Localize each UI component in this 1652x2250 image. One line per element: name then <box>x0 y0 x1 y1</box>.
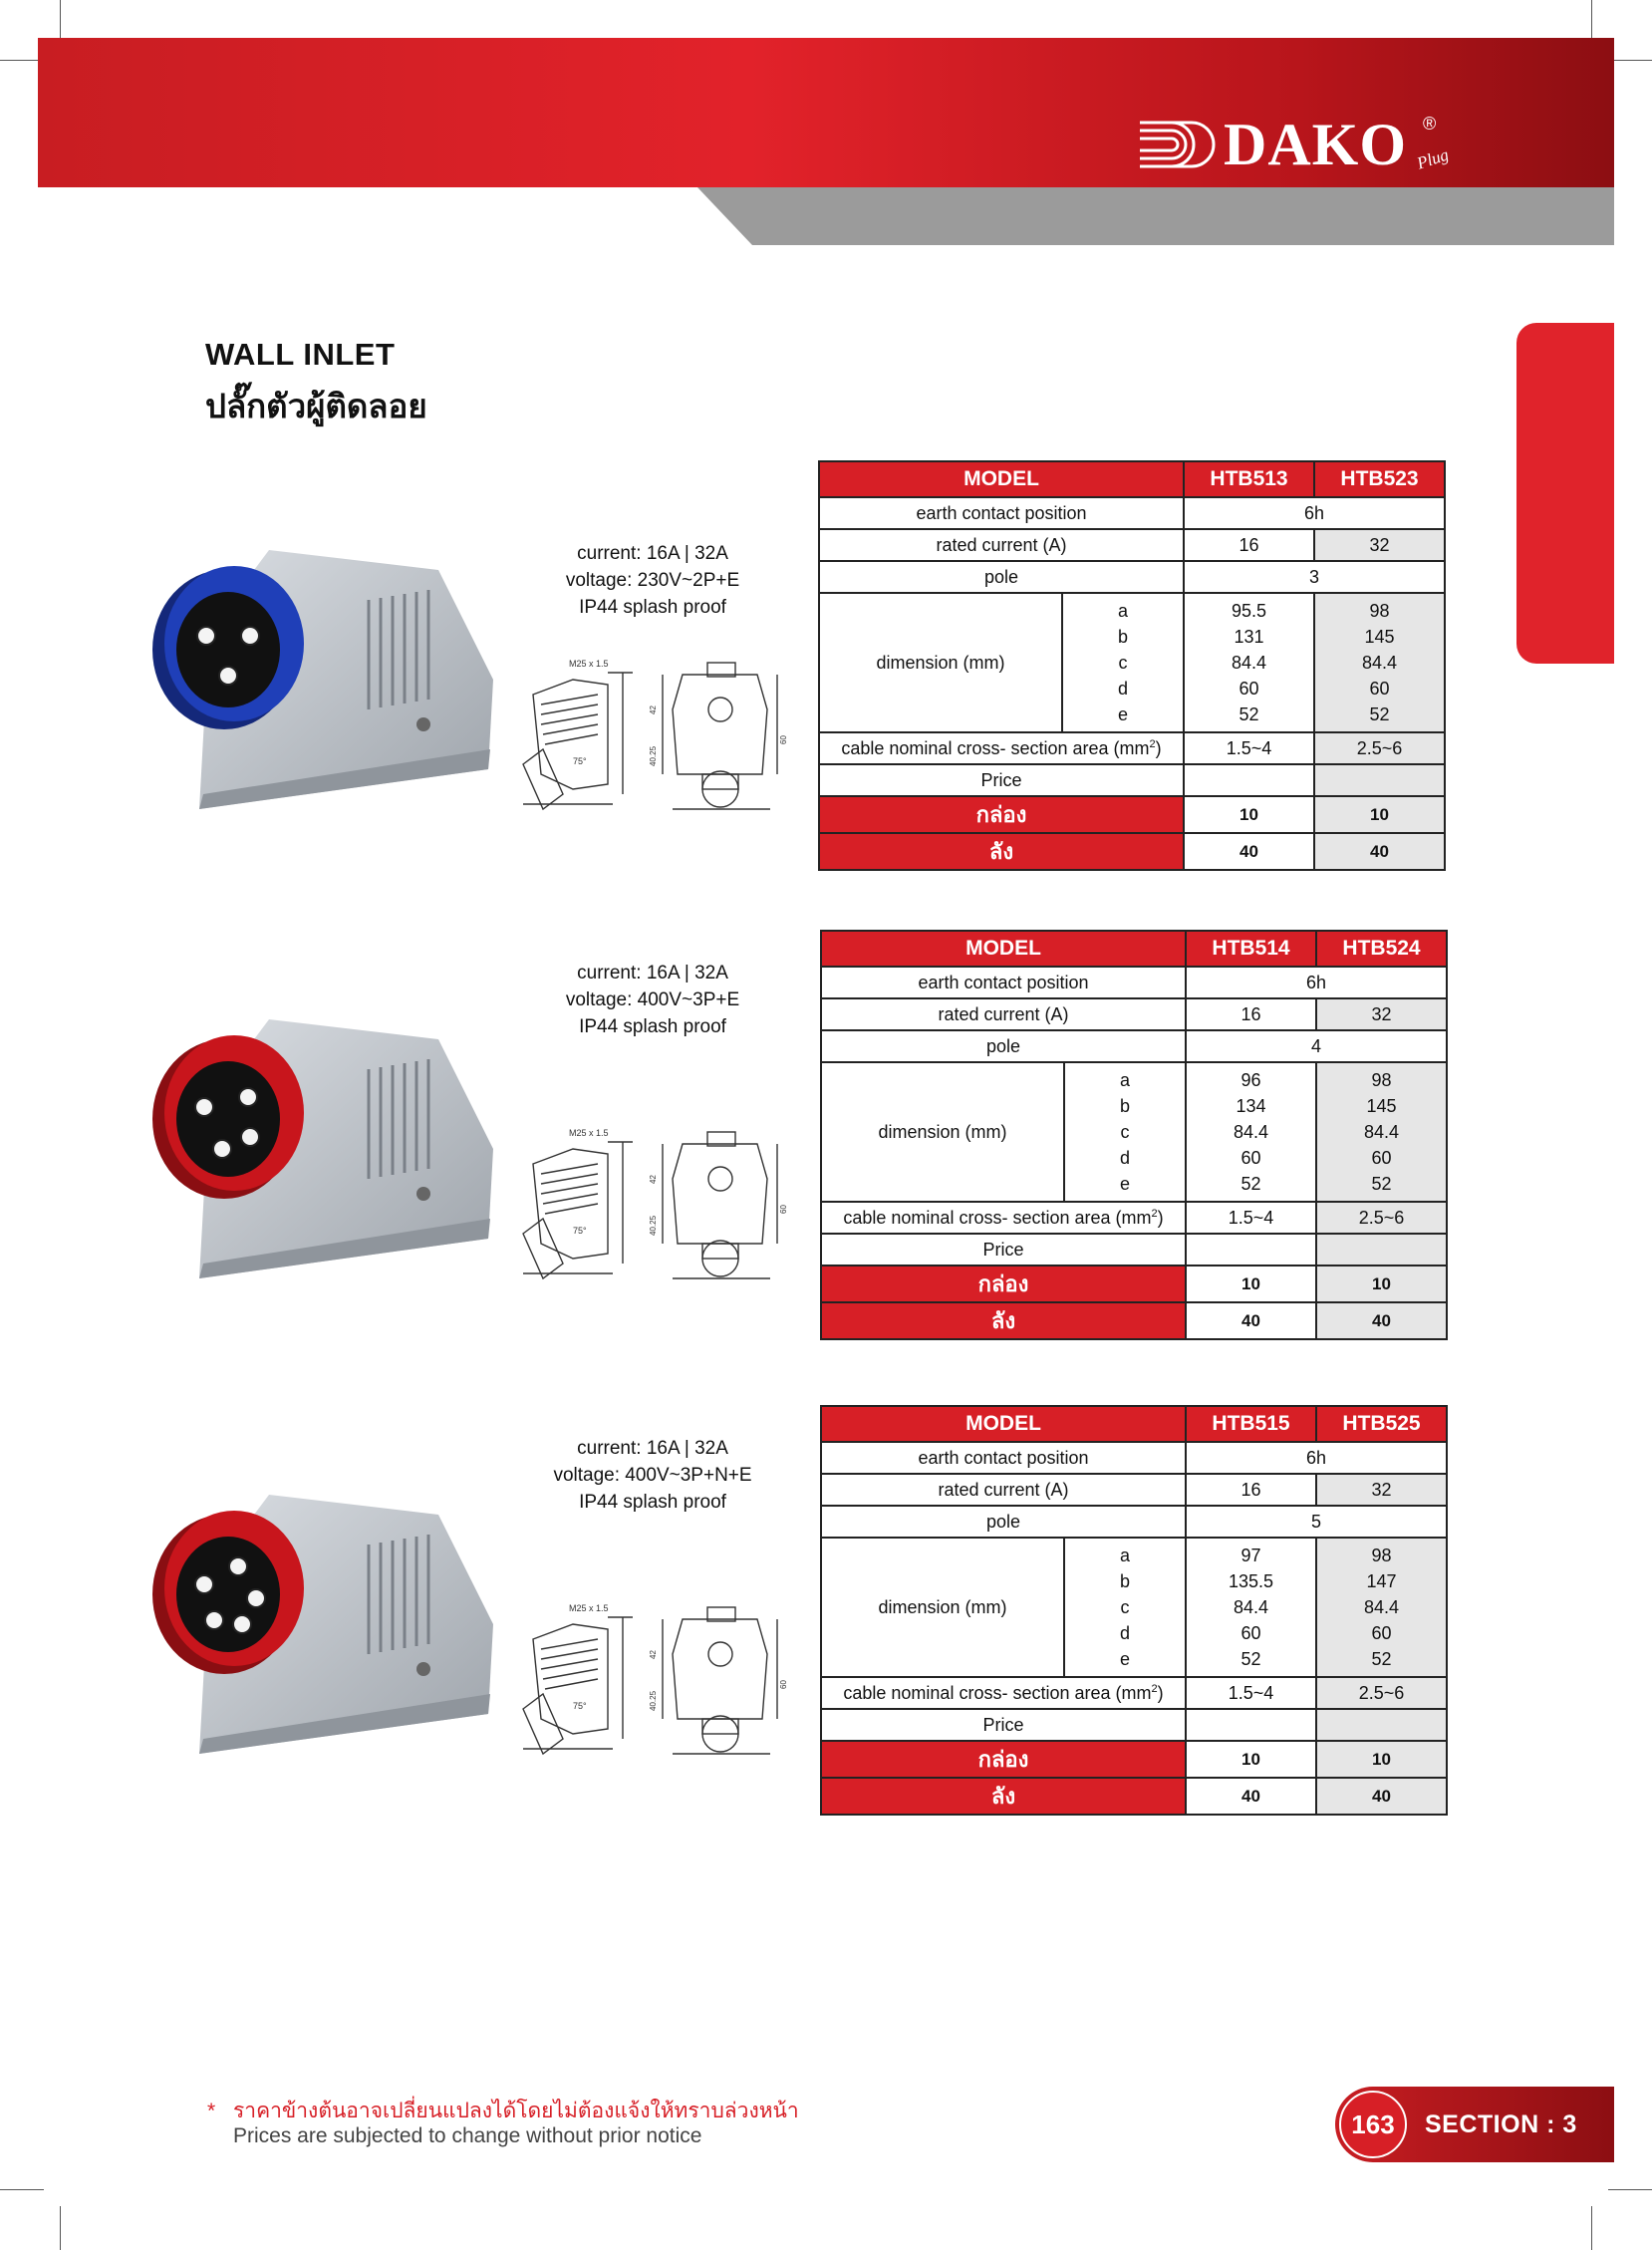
price-value <box>1186 1234 1316 1266</box>
row-label: earth contact position <box>821 967 1186 998</box>
dim-letter: b <box>1118 627 1129 647</box>
model-header: MODEL <box>819 461 1184 497</box>
dim-letter: c <box>1118 653 1128 673</box>
spec-line: voltage: 400V~3P+E <box>565 989 740 1010</box>
wall-inlet-photo <box>120 510 518 829</box>
section-label: SECTION : 3 <box>1425 2110 1577 2138</box>
carton-qty: 40 <box>1316 1778 1447 1815</box>
crop-mark <box>60 2206 61 2250</box>
row-label: pole <box>821 1506 1186 1538</box>
svg-text:75°: 75° <box>573 756 587 766</box>
dim-letter: b <box>1120 1571 1131 1591</box>
price-value <box>1316 1709 1447 1741</box>
svg-text:40.25: 40.25 <box>649 745 658 766</box>
carton-qty: 40 <box>1314 833 1445 870</box>
dim-values <box>1186 1538 1316 1677</box>
svg-text:75°: 75° <box>573 1701 587 1711</box>
carton-label: ลัง <box>821 1778 1186 1815</box>
row-label: Price <box>819 764 1184 796</box>
dim-letter: e <box>1120 1174 1131 1194</box>
dim-value: 84.4 <box>1361 653 1398 673</box>
product-specs <box>523 1435 782 1516</box>
dim-value: 52 <box>1240 1174 1261 1194</box>
dim-value: 84.4 <box>1363 1122 1400 1142</box>
page-title: WALL INLET <box>205 337 396 372</box>
model-header: MODEL <box>821 931 1186 967</box>
spec-table <box>820 1405 1448 1816</box>
pole-value: 4 <box>1186 1030 1447 1062</box>
price-value <box>1184 764 1314 796</box>
dim-value: 52 <box>1240 1649 1261 1669</box>
dim-value: 52 <box>1369 704 1390 724</box>
box-label: กล่อง <box>819 796 1184 833</box>
rated-value: 32 <box>1314 529 1445 561</box>
cable-value: 2.5~6 <box>1316 1202 1447 1234</box>
row-label: cable nominal cross- section area $(mm^2)$ <box>821 1677 1186 1709</box>
box-qty: 10 <box>1316 1741 1447 1778</box>
model-code: HTB513 <box>1184 461 1314 497</box>
box-qty: 10 <box>1186 1266 1316 1302</box>
box-label: กล่อง <box>821 1266 1186 1302</box>
dim-values <box>1184 593 1314 732</box>
pole-value: 5 <box>1186 1506 1447 1538</box>
dim-value: 131 <box>1234 627 1264 647</box>
dimension-drawing <box>513 655 792 814</box>
rated-value: 32 <box>1316 1474 1447 1506</box>
spec-line: current: 16A | 32A <box>577 1438 728 1459</box>
model-code: HTB523 <box>1314 461 1445 497</box>
row-label: dimension (mm) <box>821 1062 1064 1202</box>
earth-value: 6h <box>1186 967 1447 998</box>
dim-letter: e <box>1118 704 1129 724</box>
svg-text:40.25: 40.25 <box>649 1690 658 1711</box>
row-label: cable nominal cross- section area $(mm^2)$ <box>821 1202 1186 1234</box>
dim-value: 84.4 <box>1363 1597 1400 1617</box>
row-label: Price <box>821 1709 1186 1741</box>
dim-values <box>1186 1062 1316 1202</box>
dim-value: 145 <box>1364 627 1395 647</box>
dim-letter: b <box>1120 1096 1131 1116</box>
dim-value: 84.4 <box>1231 653 1267 673</box>
row-label: pole <box>821 1030 1186 1062</box>
cable-value: 2.5~6 <box>1314 732 1445 764</box>
dim-value: 60 <box>1371 1623 1392 1643</box>
dim-value: 147 <box>1366 1571 1397 1591</box>
model-code: HTB514 <box>1186 931 1316 967</box>
dim-value: 52 <box>1371 1649 1392 1669</box>
price-footnote <box>207 2099 799 2148</box>
dimension-drawing <box>513 1124 792 1283</box>
page-title-thai: ปลั๊กตัวผู้ติดลอย <box>205 388 427 424</box>
dim-value: 95.5 <box>1231 601 1267 621</box>
cable-value: 1.5~4 <box>1186 1677 1316 1709</box>
box-qty: 10 <box>1184 796 1314 833</box>
dim-values <box>1316 1538 1447 1677</box>
price-value <box>1316 1234 1447 1266</box>
box-label: กล่อง <box>821 1741 1186 1778</box>
svg-text:42: 42 <box>649 705 658 714</box>
model-header: MODEL <box>821 1406 1186 1442</box>
dim-letter: a <box>1118 601 1129 621</box>
svg-text:M25 x 1.5: M25 x 1.5 <box>569 659 609 669</box>
section-side-tab <box>1516 323 1614 664</box>
dim-value: 98 <box>1371 1546 1392 1565</box>
dim-value: 145 <box>1366 1096 1397 1116</box>
carton-label: ลัง <box>821 1302 1186 1339</box>
dim-value: 134 <box>1236 1096 1266 1116</box>
dim-letter: a <box>1120 1546 1131 1565</box>
dim-value: 60 <box>1240 1148 1261 1168</box>
earth-value: 6h <box>1184 497 1445 529</box>
logo-d-icon <box>1136 117 1216 172</box>
carton-label: ลัง <box>819 833 1184 870</box>
carton-qty: 40 <box>1186 1778 1316 1815</box>
dim-value: 98 <box>1371 1070 1392 1090</box>
dim-letter: a <box>1120 1070 1131 1090</box>
footnote-english: Prices are subjected to change without prior notice <box>233 2124 702 2147</box>
rated-value: 32 <box>1316 998 1447 1030</box>
wall-inlet-photo <box>120 1455 518 1774</box>
spec-table <box>820 930 1448 1340</box>
spec-line: current: 16A | 32A <box>577 543 728 564</box>
rated-value: 16 <box>1186 1474 1316 1506</box>
dim-value: 60 <box>1240 1623 1261 1643</box>
dim-letter: d <box>1120 1623 1131 1643</box>
earth-value: 6h <box>1186 1442 1447 1474</box>
svg-text:60: 60 <box>779 1205 788 1214</box>
spec-line: IP44 splash proof <box>579 597 726 618</box>
svg-text:60: 60 <box>779 1680 788 1689</box>
dim-letter: d <box>1120 1148 1131 1168</box>
brand-logo <box>1136 110 1407 179</box>
dim-letter: d <box>1118 679 1129 699</box>
cable-value: 1.5~4 <box>1186 1202 1316 1234</box>
footnote-thai: ราคาข้างต้นอาจเปลี่ยนแปลงได้โดยไม่ต้องแจ้งให้ทราบล่วงหน้า <box>233 2100 799 2122</box>
row-label: rated current (A) <box>819 529 1184 561</box>
svg-text:75°: 75° <box>573 1226 587 1236</box>
dim-value: 60 <box>1371 1148 1392 1168</box>
pole-value: 3 <box>1184 561 1445 593</box>
product-specs <box>523 960 782 1040</box>
row-label: earth contact position <box>821 1442 1186 1474</box>
row-label: rated current (A) <box>821 998 1186 1030</box>
box-qty: 10 <box>1316 1266 1447 1302</box>
dim-value: 84.4 <box>1233 1597 1269 1617</box>
dim-value: 52 <box>1371 1174 1392 1194</box>
dim-value: 97 <box>1240 1546 1261 1565</box>
dim-values <box>1314 593 1445 732</box>
crop-mark <box>0 2189 44 2190</box>
svg-text:M25 x 1.5: M25 x 1.5 <box>569 1128 609 1138</box>
svg-text:42: 42 <box>649 1175 658 1184</box>
price-value <box>1186 1709 1316 1741</box>
row-label: earth contact position <box>819 497 1184 529</box>
footnote-asterisk: * <box>207 2100 216 2122</box>
model-code: HTB525 <box>1316 1406 1447 1442</box>
cable-value: 1.5~4 <box>1184 732 1314 764</box>
crop-mark <box>1608 2189 1652 2190</box>
registered-mark: ® <box>1423 114 1437 134</box>
brand-subtitle: Plug <box>1414 144 1452 173</box>
svg-text:M25 x 1.5: M25 x 1.5 <box>569 1603 609 1613</box>
spec-line: IP44 splash proof <box>579 1016 726 1037</box>
svg-text:40.25: 40.25 <box>649 1215 658 1236</box>
product-specs <box>523 540 782 621</box>
dim-letters <box>1064 1062 1186 1202</box>
dim-value: 98 <box>1369 601 1390 621</box>
box-qty: 10 <box>1314 796 1445 833</box>
row-label: pole <box>819 561 1184 593</box>
spec-line: IP44 splash proof <box>579 1492 726 1513</box>
dimension-drawing <box>513 1599 792 1759</box>
page-number: 163 <box>1339 2091 1407 2158</box>
dim-letter: e <box>1120 1649 1131 1669</box>
header-gray-band <box>0 187 1652 245</box>
spec-line: voltage: 230V~2P+E <box>565 570 740 591</box>
price-value <box>1314 764 1445 796</box>
dim-letter: c <box>1120 1122 1130 1142</box>
wall-inlet-photo <box>120 980 518 1298</box>
crop-mark <box>1608 60 1652 61</box>
dim-value: 84.4 <box>1233 1122 1269 1142</box>
dim-value: 60 <box>1369 679 1390 699</box>
dim-letter: c <box>1120 1597 1130 1617</box>
dim-letters <box>1062 593 1184 732</box>
dim-letters <box>1064 1538 1186 1677</box>
spec-table <box>818 460 1446 871</box>
row-label: cable nominal cross- section area $(mm^2)$ <box>819 732 1184 764</box>
brand-name: DAKO <box>1224 112 1407 177</box>
row-label: rated current (A) <box>821 1474 1186 1506</box>
rated-value: 16 <box>1186 998 1316 1030</box>
row-label: dimension (mm) <box>819 593 1062 732</box>
spec-line: current: 16A | 32A <box>577 963 728 984</box>
row-label: Price <box>821 1234 1186 1266</box>
carton-qty: 40 <box>1184 833 1314 870</box>
dim-value: 52 <box>1239 704 1259 724</box>
cable-value: 2.5~6 <box>1316 1677 1447 1709</box>
model-code: HTB515 <box>1186 1406 1316 1442</box>
carton-qty: 40 <box>1186 1302 1316 1339</box>
rated-value: 16 <box>1184 529 1314 561</box>
crop-mark <box>1591 2206 1592 2250</box>
svg-text:60: 60 <box>779 735 788 744</box>
carton-qty: 40 <box>1316 1302 1447 1339</box>
dim-value: 60 <box>1239 679 1259 699</box>
model-code: HTB524 <box>1316 931 1447 967</box>
dim-value: 135.5 <box>1228 1571 1274 1591</box>
box-qty: 10 <box>1186 1741 1316 1778</box>
dim-value: 96 <box>1240 1070 1261 1090</box>
svg-text:42: 42 <box>649 1650 658 1659</box>
dim-values <box>1316 1062 1447 1202</box>
spec-line: voltage: 400V~3P+N+E <box>553 1465 752 1486</box>
row-label: dimension (mm) <box>821 1538 1064 1677</box>
